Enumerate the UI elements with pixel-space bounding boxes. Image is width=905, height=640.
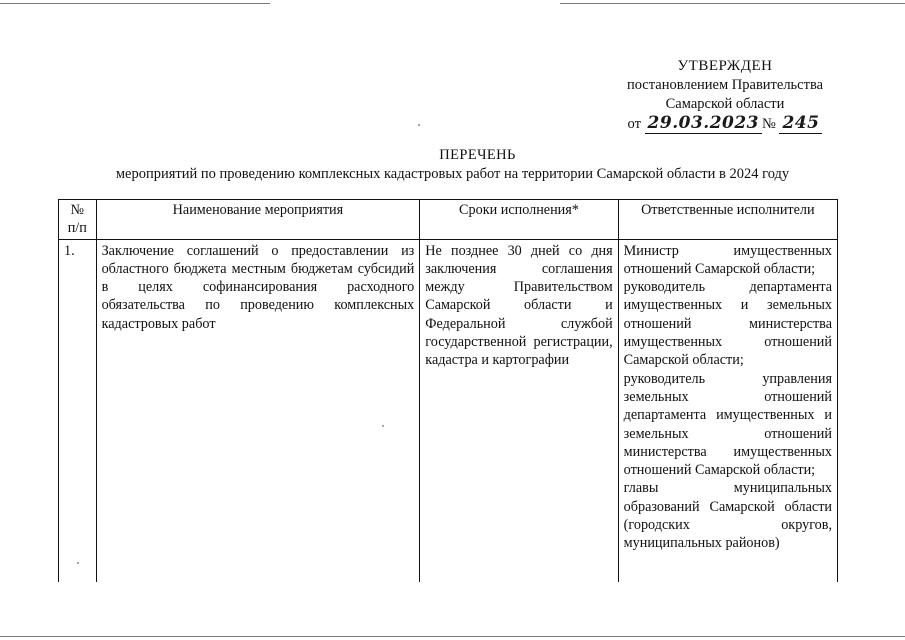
cell-name: Заключение соглашений о предоставлении из областного бюджета местным бюджетам субсидий в целях софинансирования расходного обязательства по проведению комплексных кадастровых работ bbox=[96, 239, 420, 582]
handwritten-number: 245 bbox=[779, 113, 822, 134]
approval-header: УТВЕРЖДЕН bbox=[677, 58, 773, 74]
scan-edge-top-left bbox=[0, 3, 270, 4]
date-prefix: от bbox=[627, 116, 641, 132]
responsible-item: руководитель департамента имущественных и земельных отношений министерства имущественных отношений Самарской области; bbox=[623, 279, 832, 369]
responsible-item: главы муниципальных образований Самарской области (городских округов, муниципальных районов) bbox=[623, 480, 832, 552]
approval-line-1: постановлением Правительства bbox=[626, 77, 824, 93]
measures-table-wrap bbox=[58, 199, 838, 582]
number-prefix: № bbox=[762, 116, 776, 132]
scan-speck bbox=[418, 124, 420, 126]
cell-deadline: Не позднее 30 дней со дня заключения соглашения между Правительством Самарской области и Федеральной службой государственной регистрации, кадастра и картографии bbox=[420, 239, 618, 582]
cell-num: 1. bbox=[59, 239, 97, 582]
approval-date-line bbox=[560, 114, 890, 134]
document-title bbox=[0, 146, 905, 184]
table-header-row bbox=[59, 200, 838, 240]
measures-table bbox=[58, 199, 838, 582]
header-responsible: Ответственные исполнители bbox=[618, 200, 837, 240]
scan-edge-bottom bbox=[0, 636, 905, 637]
approval-block bbox=[560, 57, 890, 134]
title-main: ПЕРЕЧЕНЬ bbox=[439, 147, 516, 163]
handwritten-date: 29.03.2023 bbox=[645, 113, 762, 134]
approval-line-2: Самарской области bbox=[665, 96, 785, 112]
header-name: Наименование мероприятия bbox=[96, 200, 420, 240]
cell-responsible bbox=[618, 239, 837, 582]
table-row bbox=[59, 239, 838, 582]
responsible-item: Министр имущественных отношений Самарской области; bbox=[623, 242, 832, 277]
responsible-item: руководитель управления земельных отношений департамента имущественных и земельных отношений министерства имущественных отношений Самарской области; bbox=[623, 370, 832, 479]
title-subtitle: мероприятий по проведению комплексных кадастровых работ на территории Самарской области в 2024 году bbox=[115, 166, 790, 182]
header-deadline: Сроки исполнения* bbox=[420, 200, 618, 240]
scan-edge-top-right bbox=[560, 3, 905, 4]
header-num: № п/п bbox=[59, 200, 97, 240]
